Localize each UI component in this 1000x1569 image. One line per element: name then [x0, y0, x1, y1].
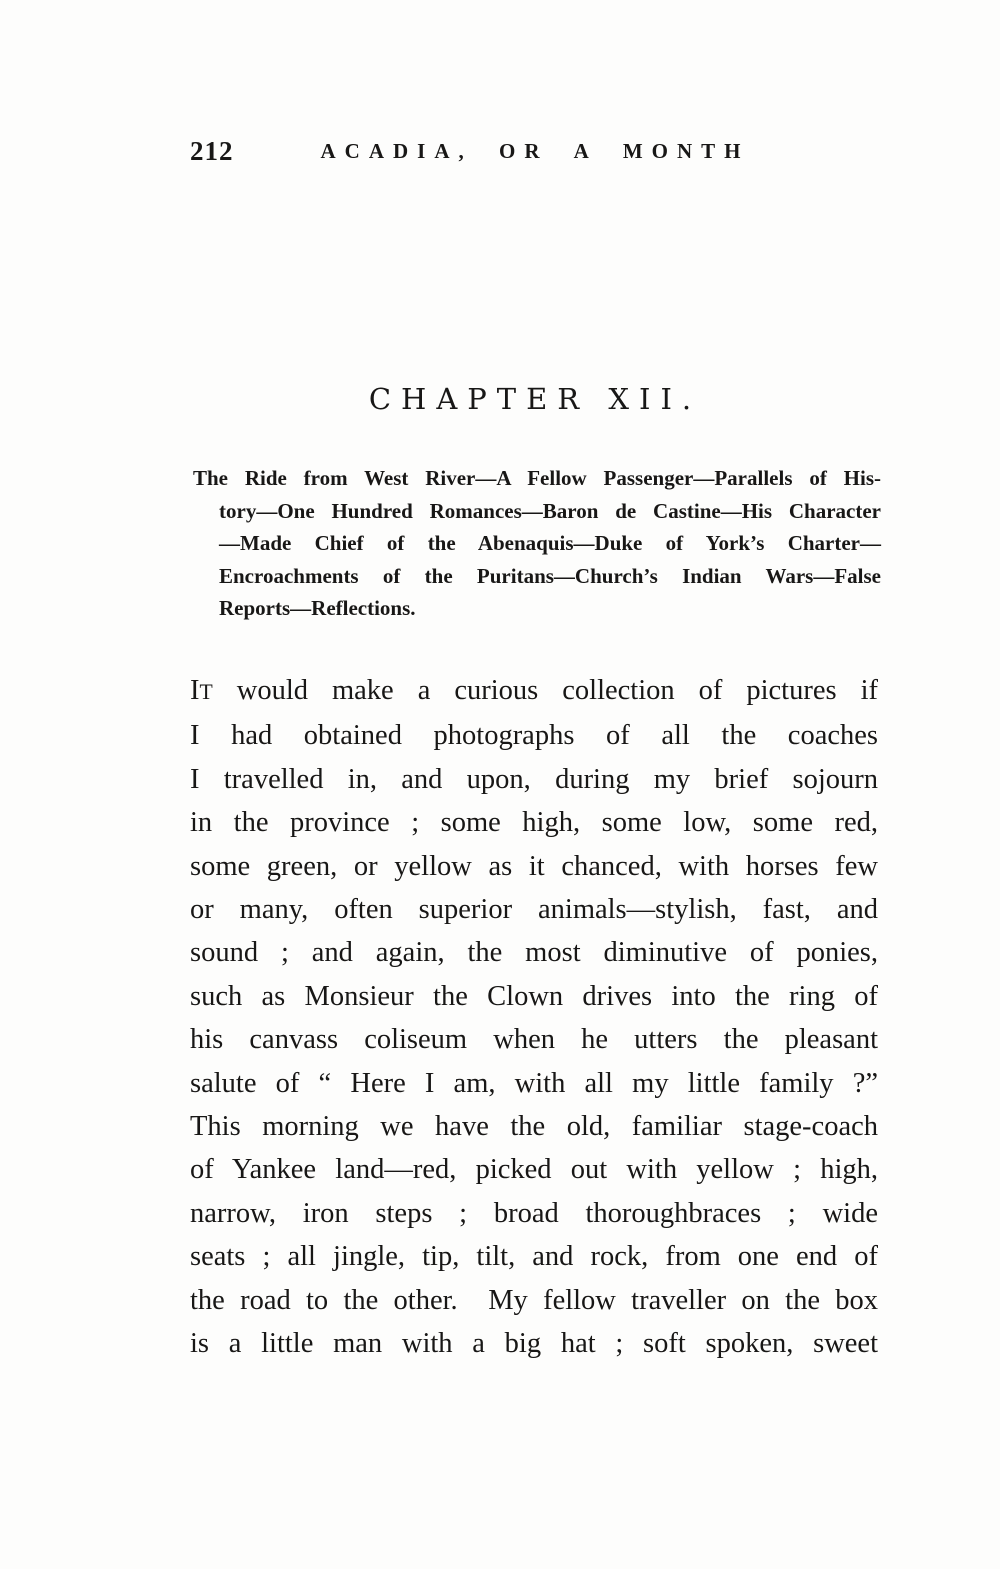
chapter-summary [193, 462, 881, 625]
body-line: is a little man with a big hat ; soft spoken, sweet [190, 1328, 878, 1360]
body-line: his canvass coliseum when he utters the pleasant [190, 1024, 878, 1056]
chapter-title: CHAPTER XII. [368, 382, 702, 416]
summary-line: Reports—Reflections. [219, 596, 416, 620]
body-line: I had obtained photographs of all the coaches [190, 720, 878, 752]
body-line: narrow, iron steps ; broad thoroughbraces ; wide [190, 1197, 878, 1229]
summary-line: Encroachments of the Puritans—Church’s Indian Wars—False [219, 563, 881, 588]
body-line: the road to the other. My fellow traveller on the box [190, 1284, 878, 1316]
body-line: some green, or yellow as it chanced, with horses few [190, 850, 878, 882]
body-line: seats ; all jingle, tip, tilt, and rock, from one end of [190, 1241, 878, 1273]
body-line: I travelled in, and upon, during my brief sojourn [190, 763, 878, 795]
page-number: 212 [190, 136, 234, 166]
body-line: of Yankee land—red, picked out with yellow ; high, [190, 1154, 878, 1186]
summary-line: The Ride from West River—A Fellow Passenger—Parallels of His- [193, 466, 881, 490]
body-line: or many, often superior animals—stylish, fast, and [190, 894, 878, 926]
running-head [190, 134, 880, 168]
summary-line: tory—One Hundred Romances—Baron de Castine—His Character [219, 498, 881, 523]
body-paragraph [190, 669, 878, 1366]
body-line: salute of “ Here I am, with all my little family ?” [190, 1067, 878, 1099]
body-line: in the province ; some high, some low, some red, [190, 807, 878, 839]
body-line: IT would make a curious collection of pictures if [190, 675, 878, 706]
body-line: such as Monsieur the Clown drives into the ring of [190, 980, 878, 1012]
body-line: This morning we have the old, familiar stage-coach [190, 1111, 878, 1143]
summary-line: —Made Chief of the Abenaquis—Duke of York’s Charter— [219, 531, 881, 555]
body-line: sound ; and again, the most diminutive of ponies, [190, 937, 878, 969]
running-header-title: ACADIA, OR A MONTH [320, 139, 750, 163]
